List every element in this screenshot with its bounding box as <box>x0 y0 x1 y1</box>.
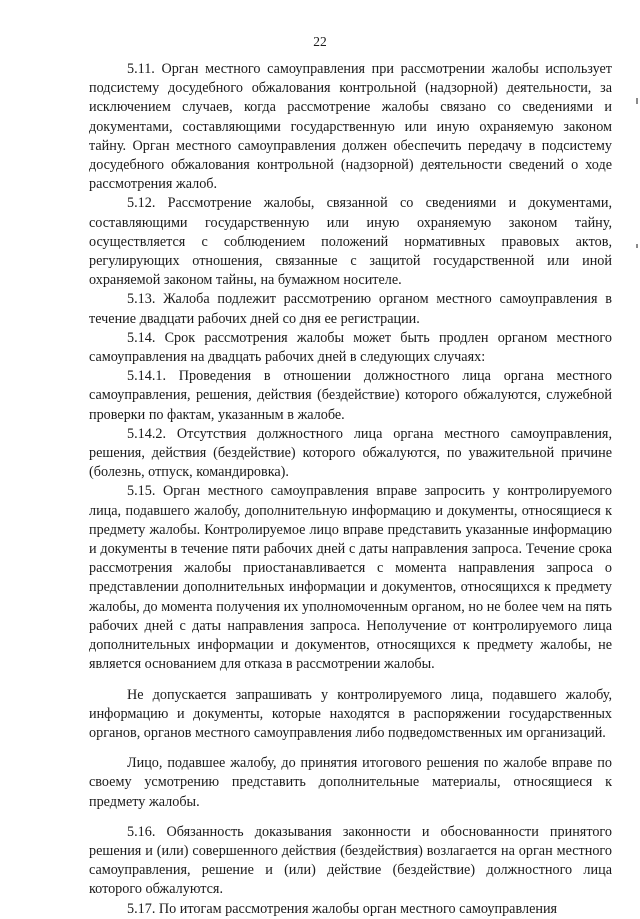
paragraph-5-14: 5.14. Срок рассмотрения жалобы может быть продлен органом местного самоуправления на двадцать рабочих дней в следующих случаях: <box>89 329 612 366</box>
paragraph-5-12: 5.12. Рассмотрение жалобы, связанной со сведениями и документами, составляющими государственную или иную охраняемую законом тайну, осуществляется с соблюдением положений нормативных правовых актов, регулирующих отношения, связанные с защитой государственной или иной охраняемой законом тайны, на бумажном носителе. <box>89 195 612 289</box>
paragraph-5-15: 5.15. Орган местного самоуправления вправе запросить у контролируемого лица, подавшего жалобу, дополнительную информацию и документы, относящиеся к предмету жалобы. Контролируемое лицо вправе представить указанные информацию и документы в течение пяти рабочих дней с даты направления запроса. Течение срока рассмотрения жалобы приостанавливается с момента направления запроса о представлении дополнительных информации и документов, относящихся к предмету жалобы, до момента получения их уполномоченным органом, но не более чем на пять рабочих дней с даты направления запроса. Неполучение от контролируемого лица дополнительных информации и документов, относящихся к предмету жалобы, не является основанием для отказа в рассмотрении жалобы. <box>89 483 612 673</box>
paragraph-5-13: 5.13. Жалоба подлежит рассмотрению органом местного самоуправления в течение двадцати рабочих дней со дня ее регистрации. <box>89 291 612 327</box>
paragraph-5-17: 5.17. По итогам рассмотрения жалобы орган местного самоуправления <box>127 900 558 917</box>
paragraph-5-11: 5.11. Орган местного самоуправления при рассмотрении жалобы использует подсистему досудебного обжалования контрольной (надзорной) деятельности, за исключением случаев, когда рассмотрение жалобы связано со сведениями и документами, составляющими государственную или иную охраняемую законом тайну. Орган местного самоуправления должен обеспечить передачу в подсистему досудебного обжалования контрольной (надзорной) деятельности сведений о ходе рассмотрения жалоб. <box>89 61 612 193</box>
paragraph-no-request: Не допускается запрашивать у контролируемого лица, подавшего жалобу, информацию и документы, которые находятся в распоряжении государственных органов, органов местного самоуправления либо подведомственных им организаций. <box>89 686 612 741</box>
paragraph-5-14-2: 5.14.2. Отсутствия должностного лица органа местного самоуправления, решения, действия (бездействие) которого обжалуются, по уважительной причине (болезнь, отпуск, командировка). <box>89 425 612 481</box>
paragraph-5-16: 5.16. Обязанность доказывания законности и обоснованности принятого решения и (или) совершенного действия (бездействия) возлагается на орган местного самоуправления, решение и (или) действие (бездействие) должностного лица которого обжалуются. <box>89 823 612 898</box>
scan-edge-mark <box>636 98 638 104</box>
paragraph-5-14-1: 5.14.1. Проведения в отношении должностного лица органа местного самоуправления, решения, действия (бездействие) которого обжалуются, служебной проверки по фактам, указанным в жалобе. <box>89 368 612 423</box>
document-body <box>89 60 612 919</box>
paragraph-additional-materials: Лицо, подавшее жалобу, до принятия итогового решения по жалобе вправе по своему усмотрению представить дополнительные материалы, относящиеся к предмету жалобы. <box>89 755 612 810</box>
page-number: 22 <box>313 34 327 49</box>
scan-edge-mark <box>636 244 638 248</box>
